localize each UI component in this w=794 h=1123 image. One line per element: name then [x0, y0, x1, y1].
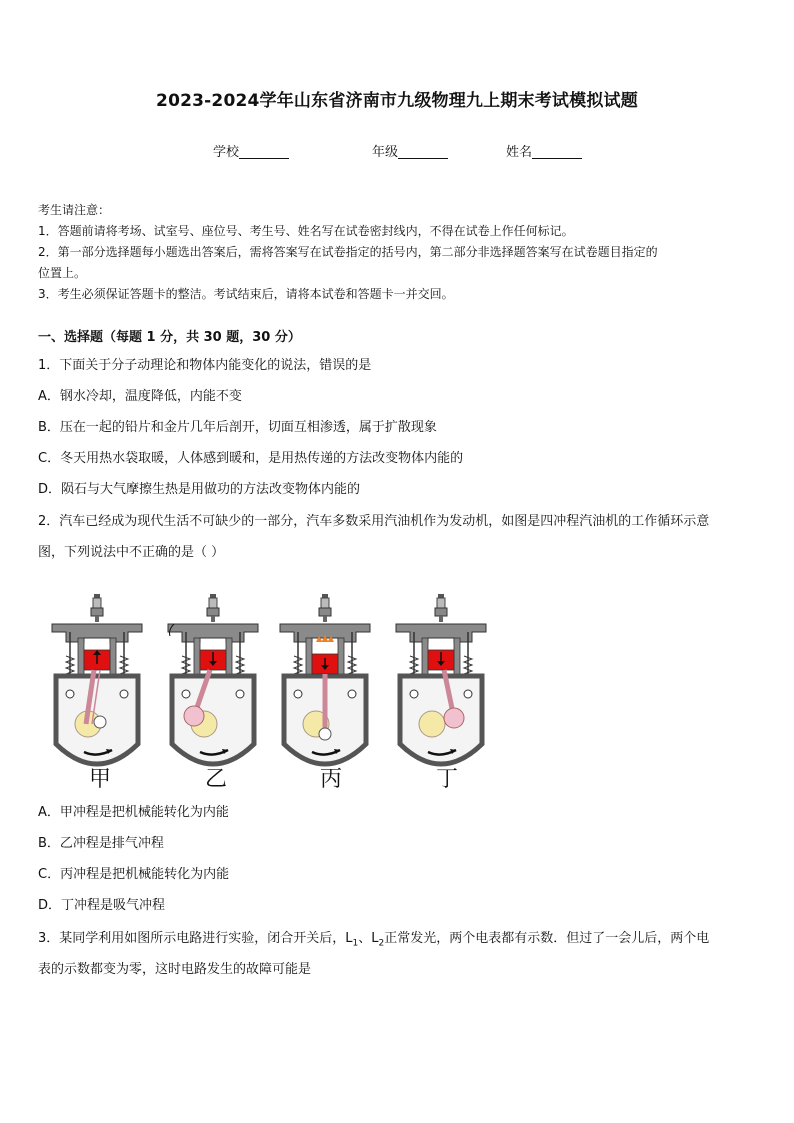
q2-option-c: C．丙冲程是把机械能转化为内能 — [38, 867, 230, 882]
engine-ding — [396, 594, 486, 764]
q1-option-c: C．冬天用热水袋取暖，人体感到暖和，是用热传递的方法改变物体内能的 — [38, 451, 464, 466]
q3-text-c: 正常发光，两个电表都有示数．但过了一会儿后，两个电 — [384, 931, 710, 946]
school-blank — [239, 144, 289, 159]
q2-stem-line1: 2．汽车已经成为现代生活不可缺少的一部分，汽车多数采用汽油机作为发动机，如图是四冲程汽油机的工作循环示意 — [38, 514, 710, 529]
section-heading: 一、选择题（每题 1 分，共 30 题，30 分） — [38, 330, 301, 345]
q3-text-b: 、L — [358, 931, 379, 946]
grade-blank — [398, 144, 448, 159]
name-label: 姓名 — [506, 145, 533, 160]
q2-option-a: A．甲冲程是把机械能转化为内能 — [38, 805, 229, 820]
q2-option-d: D．丁冲程是吸气冲程 — [38, 898, 166, 913]
q2-option-b: B．乙冲程是排气冲程 — [38, 836, 164, 851]
figure-label-ding: 丁 — [436, 767, 459, 792]
q3-text-a: 3．某同学利用如图所示电路进行实验，闭合开关后，L — [38, 931, 353, 946]
engine-jia — [52, 594, 142, 764]
figure-label-jia: 甲 — [89, 767, 112, 792]
q3-sub-2: 2 — [378, 938, 385, 949]
figure-label-yi: 乙 — [205, 767, 228, 792]
notice-item-2: 2．第一部分选择题每小题选出答案后，需将答案写在试卷指定的括号内，第二部分非选择题答案写在试卷题目指定的 — [38, 245, 658, 259]
notice-item-1: 1．答题前请将考场、试室号、座位号、考生号、姓名写在试卷密封线内，不得在试卷上作任何标记。 — [38, 224, 574, 238]
notice-item-3: 3．考生必须保证答题卡的整洁。考试结束后，请将本试卷和答题卡一并交回。 — [38, 287, 454, 301]
q3-stem-line1 — [38, 927, 758, 949]
figure-label-bing: 丙 — [320, 767, 343, 792]
grade-label: 年级 — [372, 145, 399, 160]
q1-stem: 1．下面关于分子动理论和物体内能变化的说法，错误的是 — [38, 358, 372, 373]
engine-bing — [280, 594, 370, 764]
name-blank — [532, 144, 582, 159]
grade-field — [372, 141, 448, 160]
name-field — [506, 141, 582, 160]
engine-yi — [168, 594, 258, 764]
school-field — [213, 141, 289, 160]
q3-stem-line2: 表的示数都变为零，这时电路发生的故障可能是 — [38, 962, 312, 977]
engine-diagram — [40, 568, 500, 794]
q3-sub-1: 1 — [352, 938, 359, 949]
school-label: 学校 — [213, 145, 240, 160]
q2-stem-line2: 图，下列说法中不正确的是（ ） — [38, 545, 225, 560]
notice-heading: 考生请注意： — [38, 203, 111, 217]
page-title: 2023-2024学年山东省济南市九级物理九上期末考试模拟试题 — [156, 91, 638, 111]
q1-option-a: A．钢水冷却，温度降低，内能不变 — [38, 389, 242, 404]
notice-item-2-cont: 位置上。 — [38, 266, 87, 280]
q1-option-d: D．陨石与大气摩擦生热是用做功的方法改变物体内能的 — [38, 482, 361, 497]
q1-option-b: B．压在一起的铅片和金片几年后剖开，切面互相渗透，属于扩散现象 — [38, 420, 437, 435]
